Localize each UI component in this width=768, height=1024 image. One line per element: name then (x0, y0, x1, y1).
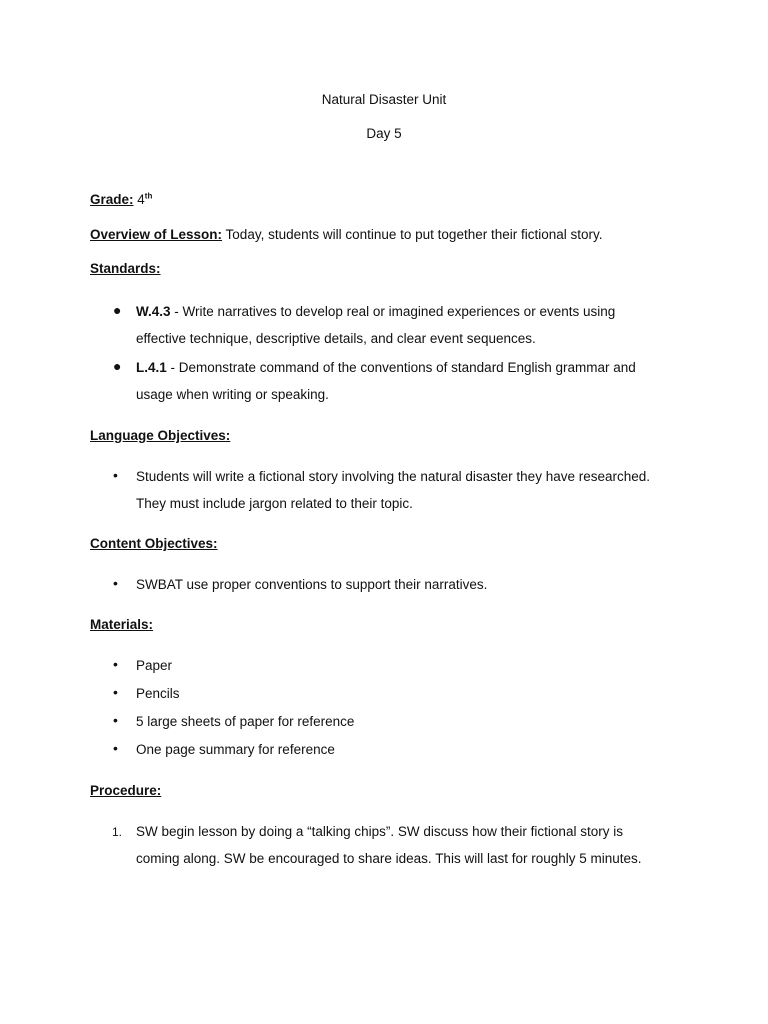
materials-item: Pencils (136, 686, 180, 701)
standard-item-2-line2: usage when writing or speaking. (136, 387, 329, 402)
bullet-marker: ● (113, 358, 122, 374)
language-objective-line1: Students will write a fictional story involving the natural disaster they have researched. (136, 469, 651, 484)
bullet-marker: • (113, 740, 118, 756)
materials-item: 5 large sheets of paper for reference (136, 714, 355, 729)
language-objective-line2: They must include jargon related to their topic. (136, 496, 413, 511)
bullet-marker: • (113, 575, 118, 591)
bullet-marker: • (113, 712, 118, 728)
bullet-marker: • (113, 656, 118, 672)
procedure-heading: Procedure: (90, 783, 162, 798)
grade-label: Grade: (90, 192, 134, 207)
bullet-marker: ● (113, 302, 122, 318)
language-objectives-heading: Language Objectives: (90, 428, 231, 443)
document-title: Natural Disaster Unit (321, 92, 447, 107)
overview-label: Overview of Lesson: (90, 227, 223, 242)
standard-code: W.4.3 (136, 304, 171, 319)
grade-line (90, 192, 152, 207)
materials-heading: Materials: (90, 617, 154, 632)
procedure-step-line1: SW begin lesson by doing a “talking chips”. SW discuss how their fictional story is (136, 824, 623, 839)
grade-superscript: th (144, 191, 153, 201)
standard-text: - Write narratives to develop real or imagined experiences or events using (170, 304, 616, 319)
standards-heading: Standards: (90, 261, 161, 276)
document-subtitle: Day 5 (366, 126, 402, 141)
standard-code: L.4.1 (136, 360, 167, 375)
standard-item-2-line1 (136, 360, 636, 375)
overview-line (90, 227, 603, 242)
overview-text: Today, students will continue to put together their fictional story. (222, 227, 603, 242)
materials-item: Paper (136, 658, 173, 673)
procedure-step-line2: coming along. SW be encouraged to share ideas. This will last for roughly 5 minutes. (136, 851, 642, 866)
bullet-marker: • (113, 467, 118, 483)
standard-text: - Demonstrate command of the conventions of standard English grammar and (166, 360, 636, 375)
content-objective-item: SWBAT use proper conventions to support their narratives. (136, 577, 488, 592)
materials-item: One page summary for reference (136, 742, 335, 757)
standard-item-1-line2: effective technique, descriptive details, and clear event sequences. (136, 331, 536, 346)
procedure-step-number: 1. (112, 825, 123, 839)
standard-item-1-line1 (136, 304, 615, 319)
grade-value: 4 (137, 192, 145, 207)
content-objectives-heading: Content Objectives: (90, 536, 218, 551)
bullet-marker: • (113, 684, 118, 700)
